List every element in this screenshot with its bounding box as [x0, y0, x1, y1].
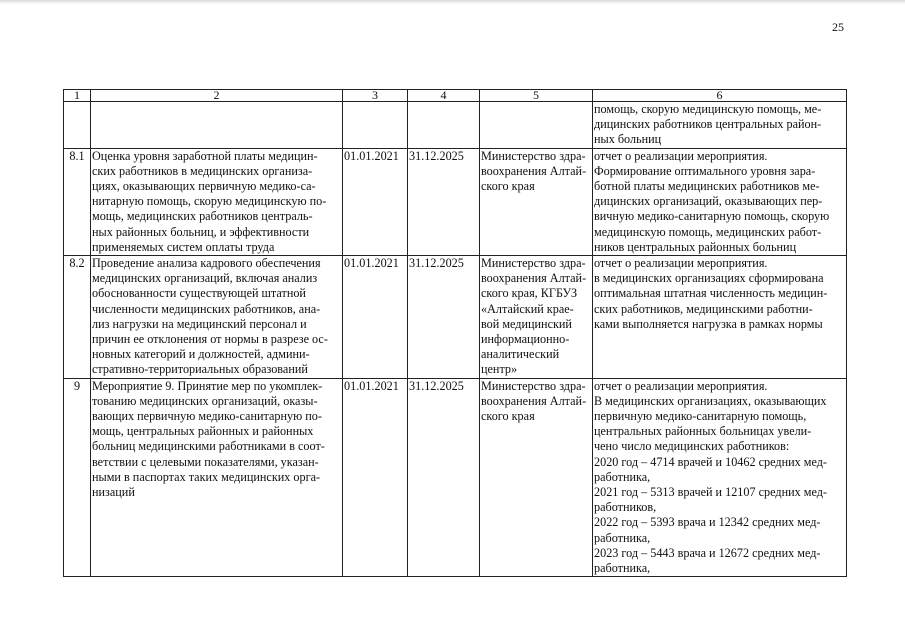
result-cell: [593, 148, 847, 255]
header-cell: 5: [480, 90, 593, 102]
scan-edge: [0, 0, 905, 4]
text-line: работника,: [594, 530, 651, 545]
result-cell: [593, 378, 847, 577]
text-line: ботной платы медицинских работников ме-: [594, 179, 820, 194]
text-line: В медицинских организациях, оказывающих: [594, 393, 827, 408]
row-number-cell: 8.1: [64, 148, 91, 255]
text-line: ских работников в медицинских организа-: [92, 163, 313, 178]
result-cell: [593, 256, 847, 379]
header-row: [64, 90, 847, 102]
text-line: 2021 год – 5313 врачей и 12107 средних мед-: [594, 485, 827, 500]
responsible-cell: [480, 256, 593, 379]
text-line: отчет о реализации мероприятия.: [594, 378, 768, 393]
text-line: мощь, медицинских работников централь-: [92, 209, 313, 224]
text-line: обоснованности существующей штатной: [92, 286, 306, 301]
text-line: медицинскую помощь, медицинских работ-: [594, 224, 822, 239]
text-line: стративно-территориальных образований: [92, 362, 308, 377]
end-date-cell: 31.12.2025: [408, 148, 480, 255]
empty-cell: [408, 102, 480, 149]
text-line: нитарную помощь, скорую медицинскую по-: [92, 194, 327, 209]
description-cell: [91, 378, 343, 577]
text-line: причин ее отклонения от нормы в разрезе ос-: [92, 332, 328, 347]
text-line: Проведение анализа кадрового обеспечения: [92, 256, 321, 271]
start-date-cell: 01.01.2021: [343, 148, 408, 255]
continuation-result-cell: [593, 102, 847, 149]
table-row: [64, 378, 847, 577]
text-line: численности медицинских работников, ана-: [92, 301, 321, 316]
table-row: [64, 256, 847, 379]
text-line: вающих первичную медико-санитарную по-: [92, 409, 322, 424]
text-line: ского края: [481, 409, 535, 424]
text-line: вичную медико-санитарную помощь, скорую: [594, 209, 830, 224]
text-line: ных больниц: [594, 132, 662, 147]
text-line: ных районных больниц, и эффективности: [92, 224, 310, 239]
text-line: 2020 год – 4714 врачей и 10462 средних мед-: [594, 454, 827, 469]
text-line: отчет о реализации мероприятия.: [594, 256, 768, 271]
text-line: ников центральных районных больниц: [594, 239, 797, 254]
text-line: вой медицинский: [481, 316, 572, 331]
page-number: 25: [832, 20, 844, 34]
text-line: циях, оказывающих первичную медико-са-: [92, 179, 316, 194]
empty-cell: [343, 102, 408, 149]
text-line: воохранения Алтай-: [481, 163, 587, 178]
text-line: отчет о реализации мероприятия.: [594, 148, 768, 163]
text-line: центральных районных больницах увели-: [594, 424, 812, 439]
text-line: тованию медицинских организаций, оказы-: [92, 393, 318, 408]
text-line: применяемых систем оплаты труда: [92, 239, 275, 254]
text-line: информационно-: [481, 332, 570, 347]
text-line: воохранения Алтай-: [481, 393, 587, 408]
text-line: Мероприятие 9. Принятие мер по укомплек-: [92, 378, 323, 393]
description-cell: [91, 148, 343, 255]
text-line: работников,: [594, 500, 657, 515]
text-line: дицинских работников центральных район-: [594, 117, 822, 132]
text-line: низаций: [92, 485, 135, 500]
text-line: первичную медико-санитарную помощь,: [594, 409, 807, 424]
end-date-cell: 31.12.2025: [408, 378, 480, 577]
start-date-cell: 01.01.2021: [343, 378, 408, 577]
text-line: 2023 год – 5443 врача и 12672 средних мед-: [594, 545, 821, 560]
end-date-cell: 31.12.2025: [408, 256, 480, 379]
text-line: медицинских организаций, включая анализ: [92, 271, 318, 286]
table-row: [64, 148, 847, 255]
text-line: ского края, КГБУЗ: [481, 286, 578, 301]
empty-cell: [91, 102, 343, 149]
text-line: оптимальная штатная численность медицин-: [594, 286, 828, 301]
text-line: аналитический: [481, 347, 560, 362]
text-line: ветствии с целевыми показателями, указан-: [92, 454, 319, 469]
text-line: ских работников, медицинскими работни-: [594, 301, 813, 316]
text-line: воохранения Алтай-: [481, 271, 587, 286]
responsible-cell: [480, 148, 593, 255]
row-number-cell: 9: [64, 378, 91, 577]
measures-table: [63, 89, 847, 577]
text-line: помощь, скорую медицинскую помощь, ме-: [594, 102, 822, 116]
text-line: мощь, центральных районных и районных: [92, 424, 314, 439]
description-cell: [91, 256, 343, 379]
text-line: дицинских организаций, оказывающих пер-: [594, 194, 823, 209]
text-line: новных категорий и должностей, админи-: [92, 347, 310, 362]
text-line: чено число медицинских работников:: [594, 439, 790, 454]
header-cell: 1: [64, 90, 91, 102]
text-line: работника,: [594, 561, 651, 576]
empty-cell: [64, 102, 91, 149]
text-line: лиз нагрузки на медицинский персонал и: [92, 316, 307, 331]
text-line: работника,: [594, 469, 651, 484]
start-date-cell: 01.01.2021: [343, 256, 408, 379]
header-cell: 6: [593, 90, 847, 102]
text-line: Министерство здра-: [481, 256, 586, 271]
text-line: в медицинских организациях сформирована: [594, 271, 824, 286]
row-number-cell: 8.2: [64, 256, 91, 379]
text-line: центр»: [481, 362, 518, 377]
continuation-row: [64, 102, 847, 149]
empty-cell: [480, 102, 593, 149]
text-line: Министерство здра-: [481, 148, 586, 163]
text-line: ными в паспортах таких медицинских орга-: [92, 469, 321, 484]
header-cell: 2: [91, 90, 343, 102]
responsible-cell: [480, 378, 593, 577]
text-line: Оценка уровня заработной платы медицин-: [92, 148, 318, 163]
text-line: Министерство здра-: [481, 378, 586, 393]
text-line: ского края: [481, 179, 535, 194]
header-cell: 3: [343, 90, 408, 102]
text-line: больниц медицинскими работниками в соот-: [92, 439, 325, 454]
text-line: «Алтайский крае-: [481, 301, 574, 316]
header-cell: 4: [408, 90, 480, 102]
text-line: ками выполняется нагрузка в рамках нормы: [594, 316, 823, 331]
text-line: Формирование оптимального уровня зара-: [594, 163, 816, 178]
text-line: 2022 год – 5393 врача и 12342 средних мед-: [594, 515, 821, 530]
